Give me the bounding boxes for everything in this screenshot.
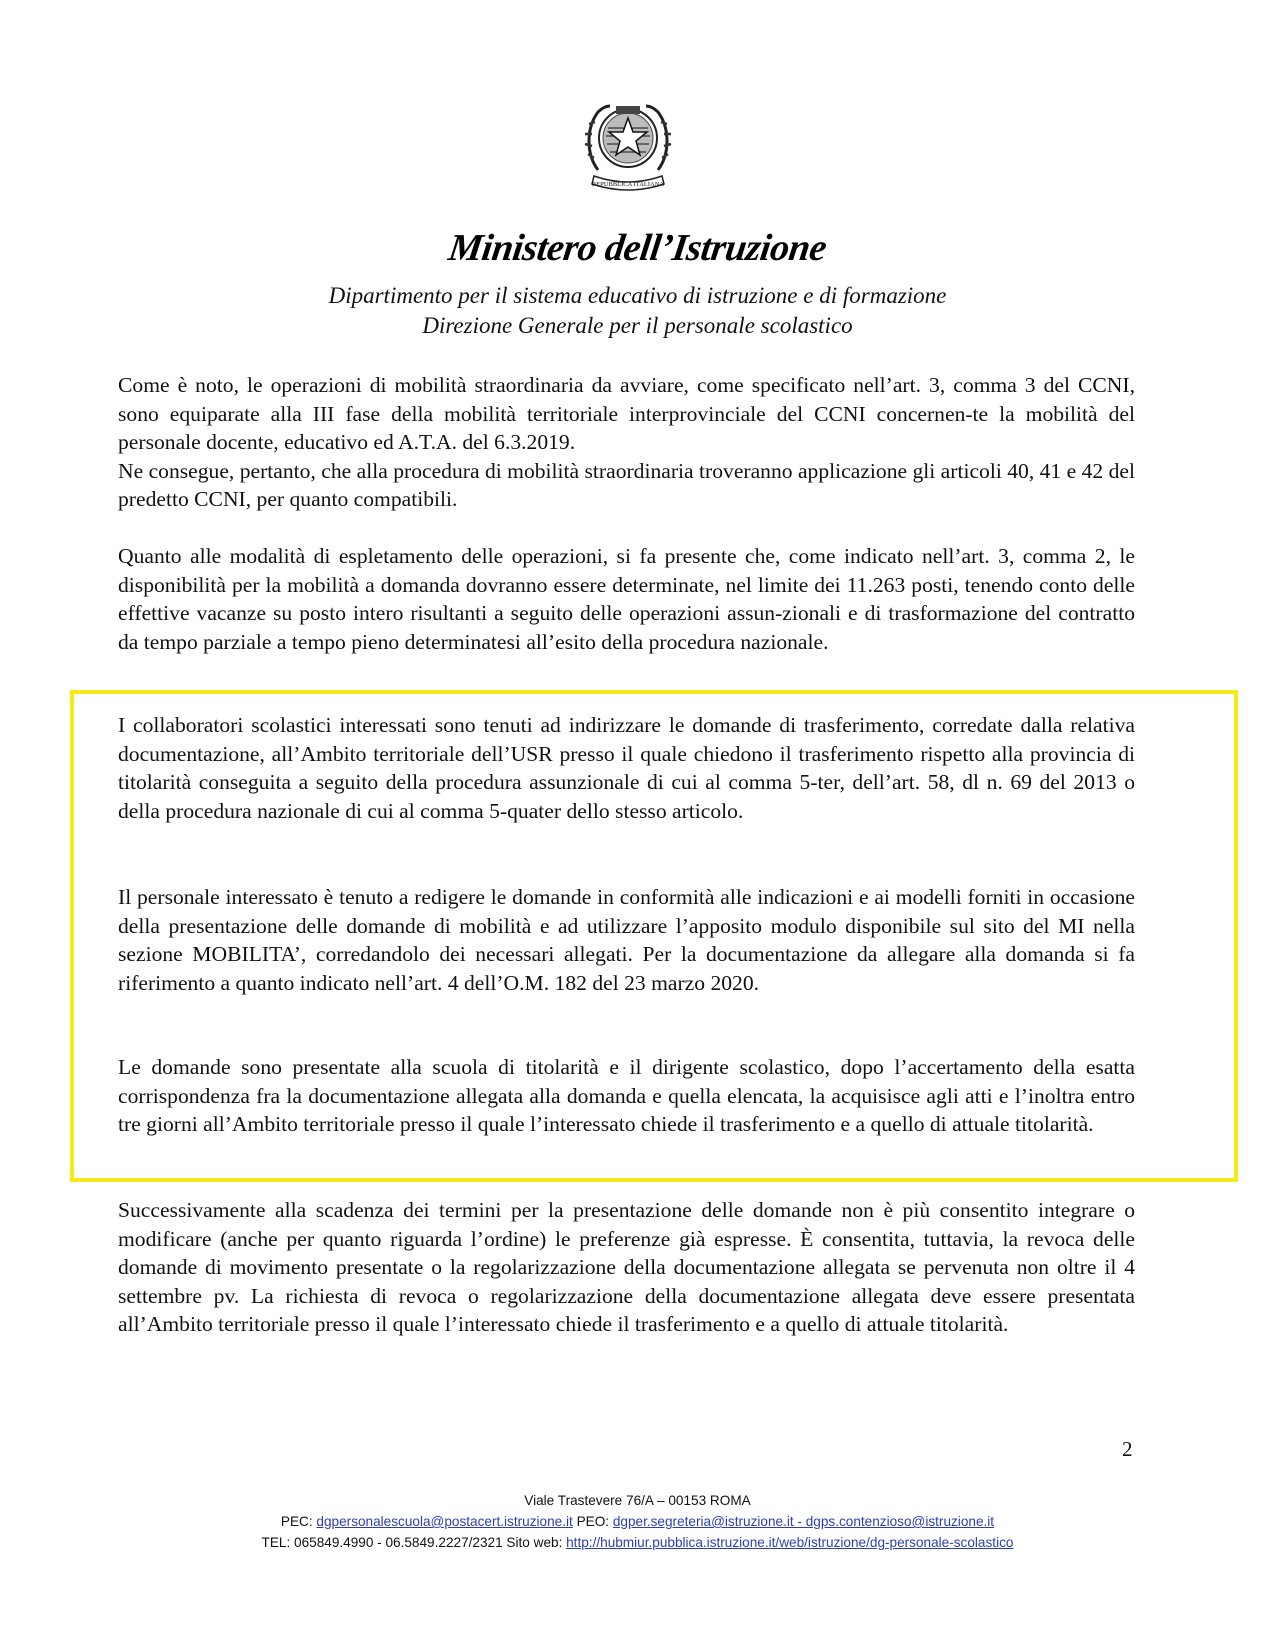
directorate-subtitle: Direzione Generale per il personale scolastico (422, 313, 853, 338)
paragraph-text: Il personale interessato è tenuto a redigere le domande in conformità alle indicazioni e ai modelli forniti in occasione della presentazione delle domande di mobilità e ad utilizzare l’apposito modulo disponibile sul sito del MI nella sezione MOBILITA’, corredandolo dei necessari allegati. Per la documentazione da allegare alla domanda si fa riferimento a quanto indicato nell’art. 4 dell’O.M. 182 del 23 marzo 2020. (118, 885, 1135, 995)
footer-email-line (0, 1511, 1275, 1532)
paragraph-collaborators (118, 711, 1135, 825)
italian-republic-emblem (580, 92, 676, 198)
phone-and-site-label: TEL: 065849.4990 - 06.5849.2227/2321 Sito web: (261, 1535, 567, 1550)
paragraph-text: I collaboratori scolastici interessati sono tenuti ad indirizzare le domande di trasferimento, corredate dalla relativa documentazione, all’Ambito territoriale dell’USR presso il quale chiedono il trasferimento rispetto alla provincia di titolarità conseguita a seguito della procedura assunzionale di cui al comma 5-ter, dell’art. 58, dl n. 69 del 2013 o della procedura nazionale di cui al comma 5-quater dello stesso articolo. (118, 713, 1135, 823)
pec-email-link[interactable]: dgpersonalescuola@postacert.istruzione.it (316, 1514, 573, 1529)
page-number: 2 (1122, 1437, 1133, 1461)
paragraph-application-forms (118, 883, 1135, 997)
paragraph-text: Le domande sono presentate alla scuola di titolarità e il dirigente scolastico, dopo l’accertamento della esatta corrispondenza fra la documentazione allegata alla domanda e quella elencata, la acquisisce agli atti e l’inoltra entro tre giorni all’Ambito territoriale presso il quale l’interessato chiede il trasferimento e a quello di attuale titolarità. (118, 1055, 1135, 1137)
peo-label: PEO: (572, 1514, 613, 1529)
paragraph-text: Quanto alle modalità di espletamento delle operazioni, si fa presente che, come indicato nell’art. 3, comma 2, le disponibilità per la mobilità a domanda dovranno essere determinate, nel limite dei 11.263 posti, tenendo conto delle effettive vacanze su posto intero risultanti a seguito delle operazioni assun-zionali e di trasformazione del contratto da tempo parziale a tempo pieno determinatesi all’esito della procedura nazionale. (118, 544, 1135, 654)
pec-label: PEC: (280, 1514, 317, 1529)
footer-contact-line (0, 1532, 1275, 1553)
footer (0, 1490, 1275, 1553)
website-link[interactable]: http://hubmiur.pubblica.istruzione.it/web/istruzione/dg-personale-scolastico (566, 1535, 1014, 1550)
ministry-title: Ministero dell’Istruzione (446, 227, 829, 269)
paragraph-text: Ne consegue, pertanto, che alla procedura di mobilità straordinaria troveranno applicazione gli articoli 40, 41 e 42 del predetto CCNI, per quanto compatibili. (118, 458, 1135, 512)
department-subtitle: Dipartimento per il sistema educativo di istruzione e di formazione (328, 283, 947, 308)
emblem-icon (580, 92, 676, 198)
peo-email-link[interactable]: dgper.segreteria@istruzione.it - dgps.contenzioso@istruzione.it (612, 1514, 995, 1529)
paragraph-text: Come è noto, le operazioni di mobilità straordinaria da avviare, come specificato nell’art. 3, comma 3 del CCNI, sono equiparate alla III fase della mobilità territoriale interprovinciale del CCNI concernen-te la mobilità del personale docente, educativo ed A.T.A. del 6.3.2019. (118, 373, 1135, 455)
emblem-ribbon-text: REPUBBLICA ITALIANA (591, 181, 665, 188)
paragraph-mobility-overview (118, 371, 1135, 514)
paragraph-submission (118, 1053, 1135, 1139)
paragraph-operations (118, 542, 1135, 656)
paragraph-revocation (118, 1196, 1135, 1339)
footer-address: Viale Trastevere 76/A – 00153 ROMA (524, 1493, 751, 1508)
paragraph-text: Successivamente alla scadenza dei termini per la presentazione delle domande non è più consentito integrare o modificare (anche per quanto riguarda l’ordine) le preferenze già espresse. È consentita, tuttavia, la revoca delle domande di movimento presentate o la regolarizzazione della documentazione allegata se pervenuta non oltre il 4 settembre pv. La richiesta di revoca o regolarizzazione della documentazione allegata deve essere presentata all’Ambito territoriale presso il quale l’interessato chiede il trasferimento e a quello di attuale titolarità. (118, 1198, 1135, 1337)
